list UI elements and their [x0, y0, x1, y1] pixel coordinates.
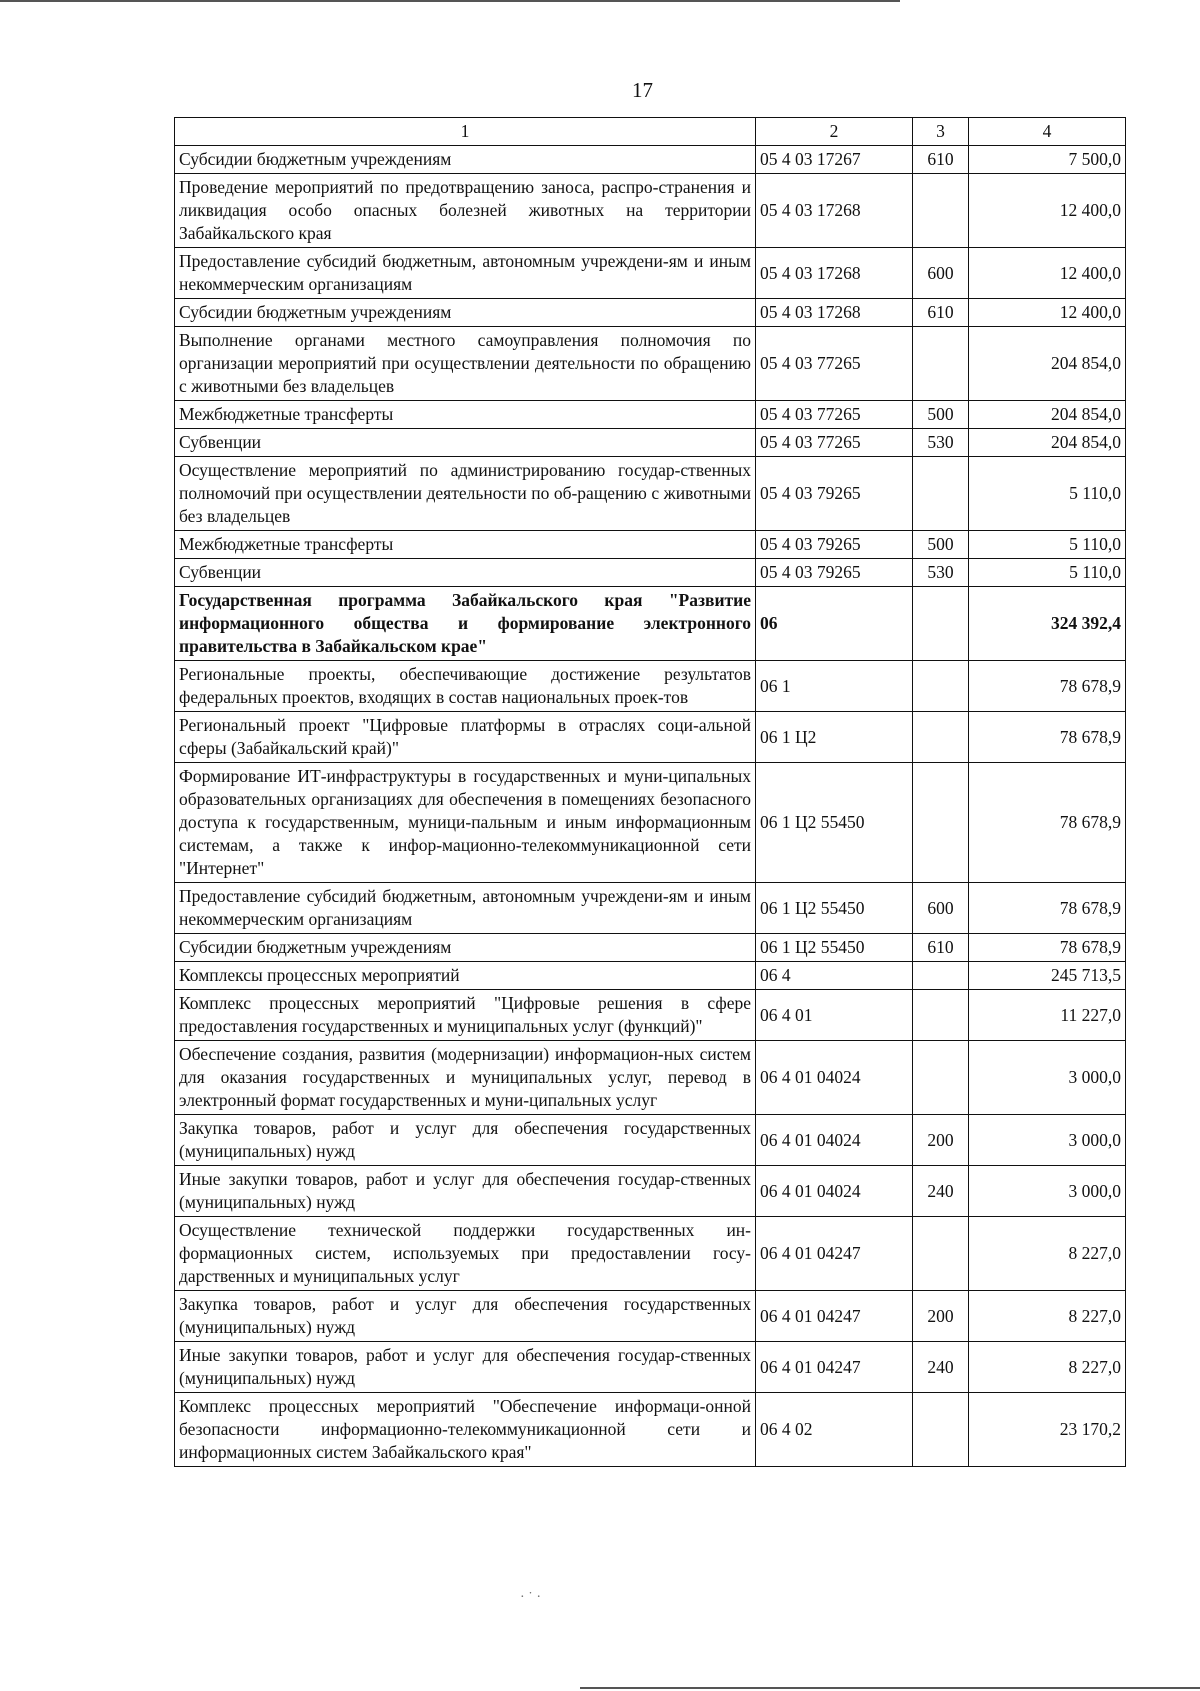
table-row — [175, 1393, 1126, 1467]
row-amount: 245 713,5 — [969, 962, 1126, 990]
row-expense-type: 240 — [913, 1166, 969, 1217]
row-name: Осуществление мероприятий по администрированию государ-ственных полномочий при осуществлении деятельности по об-ращению с животными без владельцев — [175, 457, 756, 531]
row-expense-type — [913, 1217, 969, 1291]
table-row — [175, 174, 1126, 248]
table-row — [175, 1342, 1126, 1393]
table-row — [175, 559, 1126, 587]
row-name: Комплексы процессных мероприятий — [175, 962, 756, 990]
row-code: 05 4 03 79265 — [756, 559, 913, 587]
row-code: 06 1 Ц2 55450 — [756, 883, 913, 934]
row-expense-type: 500 — [913, 401, 969, 429]
row-amount: 8 227,0 — [969, 1342, 1126, 1393]
row-expense-type: 240 — [913, 1342, 969, 1393]
row-expense-type: 610 — [913, 299, 969, 327]
row-amount: 12 400,0 — [969, 299, 1126, 327]
row-name: Закупка товаров, работ и услуг для обеспечения государственных (муниципальных) нужд — [175, 1291, 756, 1342]
row-expense-type: 530 — [913, 429, 969, 457]
scan-edge-bottom — [580, 1687, 1200, 1689]
row-name: Формирование ИТ-инфраструктуры в государственных и муни-ципальных образовательных организациях для обеспечения в помещениях безопасного доступа к государственным, муници-пальным и иным информационным системам, а также к инфор-мационно-телекоммуникационной сети "Интернет" — [175, 763, 756, 883]
row-amount: 5 110,0 — [969, 531, 1126, 559]
table-row — [175, 934, 1126, 962]
row-amount: 7 500,0 — [969, 146, 1126, 174]
row-expense-type — [913, 712, 969, 763]
row-name: Межбюджетные трансферты — [175, 401, 756, 429]
header-col-4: 4 — [969, 118, 1126, 146]
table-row — [175, 248, 1126, 299]
row-code: 05 4 03 79265 — [756, 531, 913, 559]
row-name: Субсидии бюджетным учреждениям — [175, 146, 756, 174]
budget-table — [174, 117, 1126, 1467]
row-code: 05 4 03 77265 — [756, 401, 913, 429]
row-name: Иные закупки товаров, работ и услуг для обеспечения государ-ственных (муниципальных) нужд — [175, 1342, 756, 1393]
row-name: Комплекс процессных мероприятий "Цифровые решения в сфере предоставления государственных и муниципальных услуг (функций)" — [175, 990, 756, 1041]
header-col-1: 1 — [175, 118, 756, 146]
table-row — [175, 429, 1126, 457]
row-code: 06 4 01 04024 — [756, 1115, 913, 1166]
row-code: 06 — [756, 587, 913, 661]
row-expense-type — [913, 990, 969, 1041]
row-expense-type — [913, 962, 969, 990]
table-row — [175, 401, 1126, 429]
table-row — [175, 587, 1126, 661]
row-amount: 3 000,0 — [969, 1041, 1126, 1115]
scan-specks: · ˙ · — [520, 1590, 541, 1605]
row-code: 06 4 01 04024 — [756, 1041, 913, 1115]
table-header-row — [175, 118, 1126, 146]
row-amount: 78 678,9 — [969, 883, 1126, 934]
row-expense-type: 610 — [913, 146, 969, 174]
row-amount: 12 400,0 — [969, 248, 1126, 299]
table-row — [175, 531, 1126, 559]
row-name: Региональный проект "Цифровые платформы в отраслях соци-альной сферы (Забайкальский край)" — [175, 712, 756, 763]
row-code: 05 4 03 17267 — [756, 146, 913, 174]
row-name: Осуществление технической поддержки государственных ин-формационных систем, используемых при предоставлении госу-дарственных и муниципальных услуг — [175, 1217, 756, 1291]
row-expense-type: 200 — [913, 1291, 969, 1342]
row-name: Межбюджетные трансферты — [175, 531, 756, 559]
row-name: Предоставление субсидий бюджетным, автономным учреждени-ям и иным некоммерческим организациям — [175, 248, 756, 299]
table-row — [175, 1115, 1126, 1166]
row-code: 05 4 03 17268 — [756, 299, 913, 327]
row-name: Закупка товаров, работ и услуг для обеспечения государственных (муниципальных) нужд — [175, 1115, 756, 1166]
row-name: Субсидии бюджетным учреждениям — [175, 299, 756, 327]
table-row — [175, 457, 1126, 531]
row-name: Субвенции — [175, 429, 756, 457]
row-expense-type — [913, 587, 969, 661]
row-code: 06 4 01 04247 — [756, 1291, 913, 1342]
row-code: 06 4 01 04247 — [756, 1342, 913, 1393]
row-name: Субсидии бюджетным учреждениям — [175, 934, 756, 962]
table-row — [175, 1291, 1126, 1342]
row-expense-type: 600 — [913, 883, 969, 934]
row-amount: 5 110,0 — [969, 457, 1126, 531]
row-code: 05 4 03 77265 — [756, 327, 913, 401]
row-expense-type — [913, 763, 969, 883]
scan-edge-top — [0, 0, 900, 2]
table-row — [175, 146, 1126, 174]
row-expense-type — [913, 327, 969, 401]
row-name: Комплекс процессных мероприятий "Обеспечение информаци-онной безопасности информационно-телекоммуникационной сети и информационных систем Забайкальского края" — [175, 1393, 756, 1467]
row-amount: 324 392,4 — [969, 587, 1126, 661]
row-name: Выполнение органами местного самоуправления полномочия по организации мероприятий при осуществлении деятельности по обращению с животными без владельцев — [175, 327, 756, 401]
row-code: 05 4 03 17268 — [756, 248, 913, 299]
row-code: 06 4 01 04024 — [756, 1166, 913, 1217]
table-row — [175, 327, 1126, 401]
header-col-3: 3 — [913, 118, 969, 146]
row-name: Иные закупки товаров, работ и услуг для обеспечения государ-ственных (муниципальных) нужд — [175, 1166, 756, 1217]
row-expense-type: 600 — [913, 248, 969, 299]
row-code: 06 1 Ц2 55450 — [756, 934, 913, 962]
row-expense-type — [913, 1393, 969, 1467]
table-row — [175, 763, 1126, 883]
row-amount: 5 110,0 — [969, 559, 1126, 587]
row-name: Государственная программа Забайкальского края "Развитие информационного общества и формирование электронного правительства в Забайкальском крае" — [175, 587, 756, 661]
row-expense-type — [913, 457, 969, 531]
row-expense-type — [913, 174, 969, 248]
row-code: 06 4 — [756, 962, 913, 990]
table-row — [175, 1217, 1126, 1291]
row-amount: 204 854,0 — [969, 429, 1126, 457]
row-amount: 3 000,0 — [969, 1115, 1126, 1166]
row-amount: 8 227,0 — [969, 1291, 1126, 1342]
row-amount: 204 854,0 — [969, 401, 1126, 429]
row-amount: 78 678,9 — [969, 934, 1126, 962]
table-row — [175, 883, 1126, 934]
row-code: 06 4 01 04247 — [756, 1217, 913, 1291]
row-expense-type — [913, 1041, 969, 1115]
header-col-2: 2 — [756, 118, 913, 146]
row-code: 06 1 Ц2 55450 — [756, 763, 913, 883]
row-code: 05 4 03 77265 — [756, 429, 913, 457]
row-expense-type: 200 — [913, 1115, 969, 1166]
row-name: Предоставление субсидий бюджетным, автономным учреждени-ям и иным некоммерческим организациям — [175, 883, 756, 934]
table-row — [175, 712, 1126, 763]
row-name: Проведение мероприятий по предотвращению заноса, распро-странения и ликвидация особо опасных болезней животных на территории Забайкальского края — [175, 174, 756, 248]
row-amount: 11 227,0 — [969, 990, 1126, 1041]
row-name: Субвенции — [175, 559, 756, 587]
row-code: 06 1 — [756, 661, 913, 712]
row-amount: 8 227,0 — [969, 1217, 1126, 1291]
row-name: Обеспечение создания, развития (модернизации) информацион-ных систем для оказания государственных и муниципальных услуг, перевод в электронный формат государственных и муни-ципальных услуг — [175, 1041, 756, 1115]
row-code: 06 1 Ц2 — [756, 712, 913, 763]
row-amount: 23 170,2 — [969, 1393, 1126, 1467]
table-row — [175, 1166, 1126, 1217]
table-row — [175, 1041, 1126, 1115]
row-code: 06 4 01 — [756, 990, 913, 1041]
row-expense-type: 500 — [913, 531, 969, 559]
row-code: 05 4 03 17268 — [756, 174, 913, 248]
table-row — [175, 299, 1126, 327]
row-expense-type: 610 — [913, 934, 969, 962]
page-number: 17 — [632, 78, 653, 102]
row-expense-type — [913, 661, 969, 712]
table-row — [175, 962, 1126, 990]
row-expense-type: 530 — [913, 559, 969, 587]
row-name: Региональные проекты, обеспечивающие достижение результатов федеральных проектов, входящих в состав национальных проек-тов — [175, 661, 756, 712]
row-code: 05 4 03 79265 — [756, 457, 913, 531]
row-amount: 78 678,9 — [969, 763, 1126, 883]
table-row — [175, 990, 1126, 1041]
row-amount: 78 678,9 — [969, 712, 1126, 763]
row-amount: 78 678,9 — [969, 661, 1126, 712]
row-amount: 204 854,0 — [969, 327, 1126, 401]
row-amount: 12 400,0 — [969, 174, 1126, 248]
row-amount: 3 000,0 — [969, 1166, 1126, 1217]
table-row — [175, 661, 1126, 712]
row-code: 06 4 02 — [756, 1393, 913, 1467]
